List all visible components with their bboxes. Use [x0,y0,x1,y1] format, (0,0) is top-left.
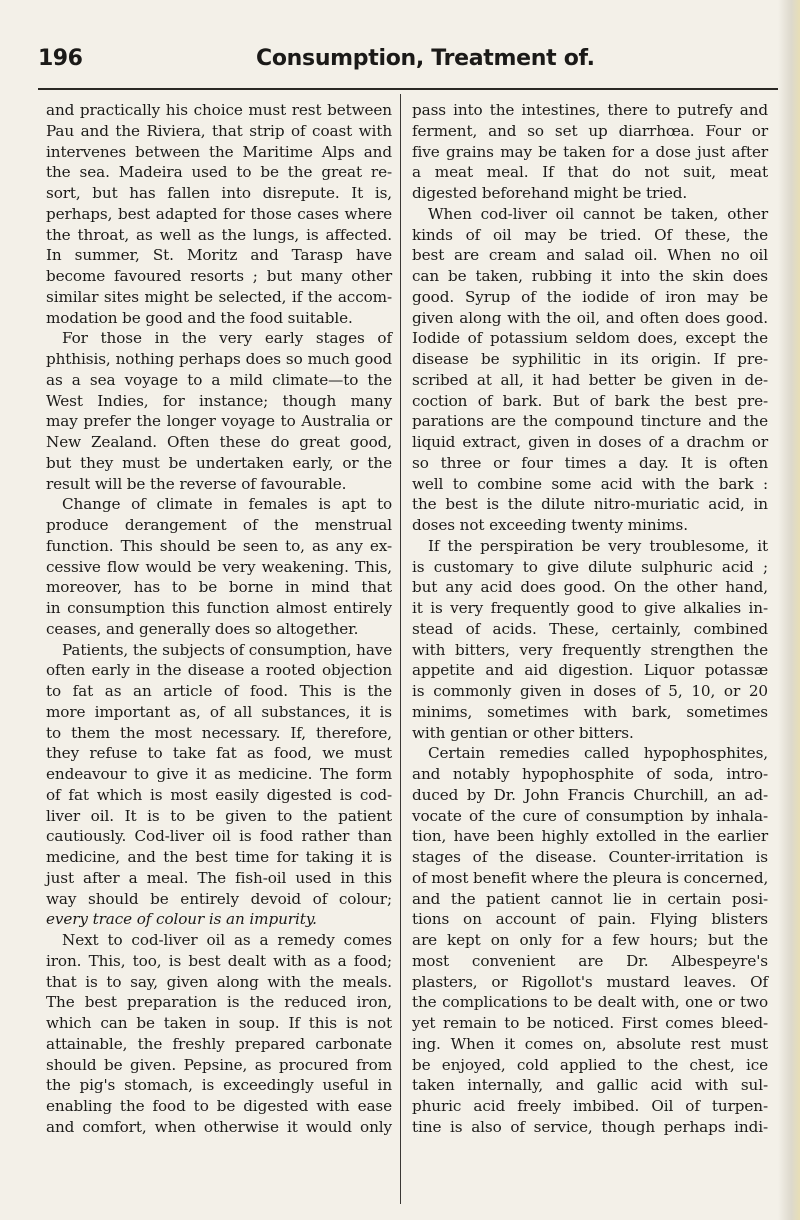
text-line: Iodide of potassium seldom does, except the [412,329,768,348]
page-header [38,46,758,82]
page-edge-shadow [778,0,800,1220]
text-line: similar sites might be selected, if the accom- [46,287,392,306]
text-line: are kept on only for a few hours; but the [412,931,768,949]
text-line: well to combine some acid with the bark : [412,474,768,493]
text-line: doses not exceeding twenty minims. [412,516,688,534]
text-line: phthisis, nothing perhaps does so much good [46,350,392,368]
text-line: every trace of colour is an impurity. [46,910,317,929]
text-line: enabling the food to be digested with ease [46,1097,392,1115]
column-divider [400,94,401,1204]
text-line: to them the most necessary. If, therefore, [46,723,392,742]
text-line: they refuse to take fat as food, we must [46,744,392,763]
text-line: with bitters, very frequently strengthen the [412,640,768,659]
text-line: become favoured resorts ; but many other [46,267,392,285]
text-line: just after a meal. The fish-oil used in this [46,868,392,887]
text-line: way should be entirely devoid of colour; [46,889,392,908]
text-line: so three or four times a day. It is often [412,453,768,472]
page-number: 196 [38,46,83,71]
text-line: If the perspiration be very troublesome, it [428,536,768,555]
text-line: When cod-liver oil cannot be taken, other [428,204,768,223]
text-line: parations are the compound tincture and the [412,412,768,431]
text-line: New Zealand. Often these do great good, [46,433,392,451]
text-line: Next to cod-liver oil as a remedy comes [62,931,392,949]
text-line: ing. When it comes on, absolute rest must [412,1034,768,1053]
text-line: as a sea voyage to a mild climate—to the [46,370,392,389]
text-line: but any acid does good. On the other hand, [412,578,768,597]
text-line: more important as, of all substances, it is [46,702,392,721]
text-line: moreover, has to be borne in mind that [46,578,392,597]
text-line: ferment, and so set up diarrhœa. Four or [412,121,768,140]
text-line: five grains may be taken for a dose just after [412,142,768,161]
text-line: the sea. Madeira used to be the great re- [46,163,392,182]
text-line: iron. This, too, is best dealt with as a food; [46,951,392,970]
text-line: liquid extract, given in doses of a drachm or [412,433,768,451]
text-line: Change of climate in females is apt to [62,495,392,514]
text-line: disease be syphilitic in its origin. If pre- [412,350,768,368]
text-line: of most benefit where the pleura is concerned, [412,868,769,887]
text-line: duced by Dr. John Francis Churchill, an ad- [412,785,768,804]
text-line: cessive flow would be very weakening. This, [46,557,392,576]
text-line: good. Syrup of the iodide of iron may be [412,287,768,306]
text-line: is commonly given in doses of 5, 10, or 20 [412,682,768,700]
text-line: yet remain to be noticed. First comes bleed- [412,1014,768,1032]
right-column [412,100,768,1138]
text-line: and notably hypophosphite of soda, intro- [412,765,768,783]
text-line: coction of bark. But of bark the best pre- [412,391,768,410]
text-line: given along with the oil, and often does good. [412,308,768,327]
text-line: most convenient are Dr. Albespeyre's [412,951,768,970]
text-line: be enjoyed, cold applied to the chest, ice [412,1055,768,1074]
text-line: plasters, or Rigollot's mustard leaves. Of [412,972,768,991]
text-line: in consumption this function almost entirely [46,599,392,617]
text-line: cautiously. Cod-liver oil is food rather than [46,827,392,846]
left-column [46,100,392,1138]
text-line: that is to say, given along with the meals. [46,972,392,991]
text-line: stead of acids. These, certainly, combined [412,619,768,638]
text-line: tine is also of service, though perhaps indi- [412,1117,768,1136]
text-line: ceases, and generally does so altogether. [46,619,359,638]
text-line: attainable, the freshly prepared carbonate [46,1034,392,1053]
text-line: minims, sometimes with bark, sometimes [412,702,768,721]
text-line: should be given. Pepsine, as procured from [46,1055,392,1074]
text-line: and practically his choice must rest between [46,101,392,119]
text-line: and comfort, when otherwise it would only [46,1117,392,1136]
text-line: Patients, the subjects of consumption, have [62,640,393,659]
text-line: Certain remedies called hypophosphites, [428,744,768,763]
text-line: perhaps, best adapted for those cases where [46,204,392,223]
text-line: liver oil. It is to be given to the patient [46,806,392,825]
text-line: medicine, and the best time for taking it is [46,848,392,866]
text-line: may prefer the longer voyage to Australia or [46,412,392,431]
text-line: appetite and aid digestion. Liquor potassæ [412,661,768,680]
text-line: tions on account of pain. Flying blisters [412,910,768,929]
text-line: the complications to be dealt with, one or two [412,993,768,1012]
text-line: scribed at all, it had better be given in de- [412,370,768,389]
text-line: produce derangement of the menstrual [46,516,392,534]
text-line: West Indies, for instance; though many [46,391,392,410]
text-line: function. This should be seen to, as any ex- [46,536,392,555]
text-line: taken internally, and gallic acid with sul- [412,1076,768,1095]
text-line: best are cream and salad oil. When no oil [412,246,768,265]
text-line: digested beforehand might be tried. [412,184,688,202]
text-line: endeavour to give it as medicine. The form [46,765,392,783]
text-line: phuric acid freely imbibed. Oil of turpen- [412,1097,768,1115]
text-line: but they must be undertaken early, or the [46,453,392,472]
text-line: of fat which is most easily digested is cod- [46,785,392,804]
running-head: Consumption, Treatment of. [256,46,595,71]
text-line: is customary to give dilute sulphuric acid ; [412,557,768,576]
text-line: a meat meal. If that do not suit, meat [412,163,768,182]
text-line: sort, but has fallen into disrepute. It is, [46,184,392,202]
text-line: For those in the very early stages of [62,329,392,348]
text-line: pass into the intestines, there to putrefy and [412,101,768,119]
text-line: can be taken, rubbing it into the skin does [412,267,768,285]
text-line: to fat as an article of food. This is the [46,682,392,700]
header-rule [38,88,778,90]
text-line: stages of the disease. Counter-irritation is [412,848,768,866]
text-line: The best preparation is the reduced iron, [46,993,392,1012]
text-line: the best is the dilute nitro-muriatic acid, in [412,495,768,514]
text-line: In summer, St. Moritz and Tarasp have [46,246,392,265]
text-line: intervenes between the Maritime Alps and [46,142,392,161]
text-line: tion, have been highly extolled in the earlier [412,827,768,846]
text-line: with gentian or other bitters. [412,723,634,742]
text-line: often early in the disease a rooted objection [46,661,392,680]
text-line: modation be good and the food suitable. [46,308,353,327]
text-line: and the patient cannot lie in certain posi- [412,889,768,908]
text-line: the throat, as well as the lungs, is affected. [46,225,392,244]
text-line: result will be the reverse of favourable. [46,474,347,493]
text-line: it is very frequently good to give alkalies in- [412,599,768,617]
text-line: the pig's stomach, is exceedingly useful in [46,1076,392,1095]
text-line: vocate of the cure of consumption by inhala- [412,806,768,825]
text-line: kinds of oil may be tried. Of these, the [412,225,768,244]
text-line: which can be taken in soup. If this is not [46,1014,392,1032]
text-line: Pau and the Riviera, that strip of coast with [46,121,392,140]
